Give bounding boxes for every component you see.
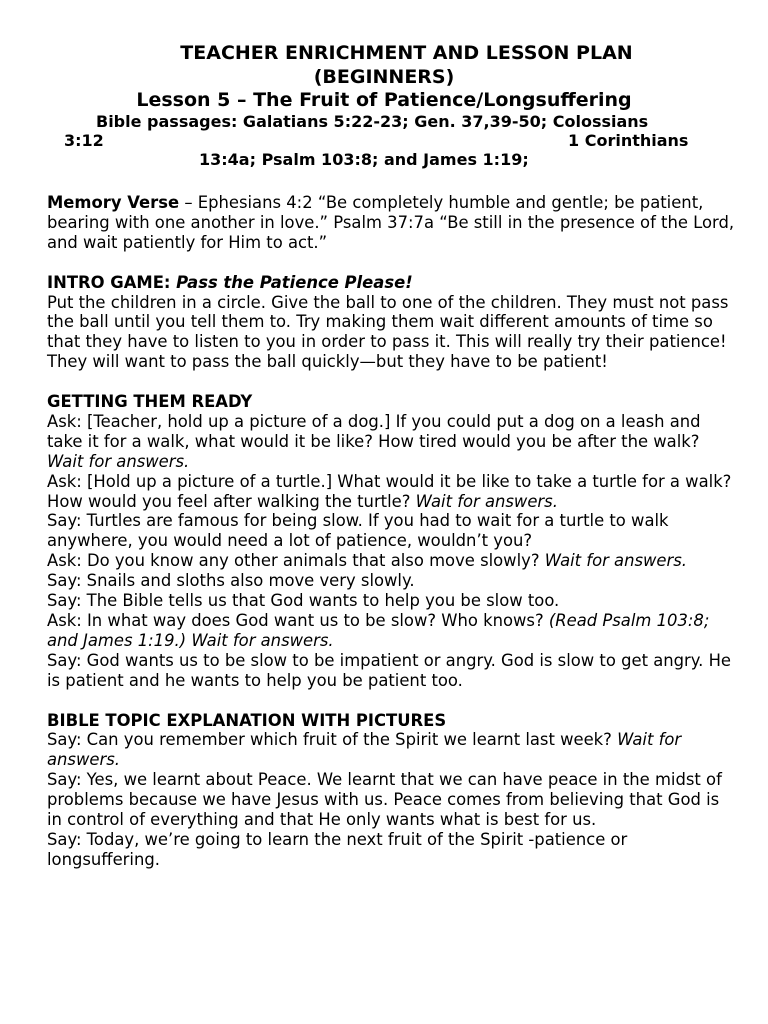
getting-ready-cue: Wait for answers. bbox=[47, 451, 190, 471]
memory-verse-text: Ephesians 4:2 “Be completely humble and gentle; be patient, bearing with one another in love.” Psalm 37:7a “Be still in the presence of the Lord, and wait patiently for Him to act.” bbox=[47, 193, 735, 252]
getting-ready-line: Say: Snails and sloths also move very slowly. bbox=[47, 571, 415, 591]
getting-ready-line bbox=[47, 551, 737, 571]
intro-game-name: Pass the Patience Please! bbox=[176, 272, 413, 292]
passages-line-3: 13:4a; Psalm 103:8; and James 1:19; bbox=[199, 150, 529, 169]
bible-topic-cue: Wait for answers. bbox=[47, 730, 682, 770]
getting-ready-line: Say: God wants us to be slow to be impatient or angry. God is slow to get angry. He is patient and he wants to help you be patient too. bbox=[47, 650, 731, 690]
bible-topic-heading: BIBLE TOPIC EXPLANATION WITH PICTURES bbox=[47, 710, 447, 730]
getting-ready-line bbox=[47, 611, 737, 651]
passages-line-2-end: 1 Corinthians bbox=[568, 131, 689, 150]
getting-ready-line bbox=[47, 412, 737, 472]
getting-ready-line: Say: Turtles are famous for being slow. If you had to wait for a turtle to walk anywhere, you would need a lot of patience, wouldn’t you? bbox=[47, 511, 669, 551]
getting-ready-text: Ask: [Hold up a picture of a turtle.] What would it be like to take a turtle for a walk? How would you feel after walking the turtle? bbox=[47, 471, 732, 511]
getting-ready-line bbox=[47, 472, 737, 512]
lesson-title: Lesson 5 – The Fruit of Patience/Longsuffering bbox=[136, 89, 632, 111]
getting-ready-heading: GETTING THEM READY bbox=[47, 392, 253, 412]
getting-ready-text: Ask: [Teacher, hold up a picture of a dog.] If you could put a dog on a leash and take it for a walk, what would it be like? How tired would you be after the walk? bbox=[47, 411, 701, 451]
intro-game-text: Put the children in a circle. Give the ball to one of the children. They must not pass the ball until you tell them to. Try making them wait different amounts of time so that they have to listen to you in order to pass it. This will really try their patience! They will want to pass the ball quickly—but they have to be patient! bbox=[47, 292, 729, 372]
intro-game-heading bbox=[47, 273, 737, 293]
memory-verse-paragraph bbox=[47, 193, 737, 253]
getting-ready-cue: Wait for answers. bbox=[544, 551, 688, 571]
getting-ready-cue: Wait for answers. bbox=[415, 491, 558, 511]
passages-line-2-start: 3:12 bbox=[64, 131, 104, 150]
bible-passages bbox=[64, 112, 724, 169]
document-title: TEACHER ENRICHMENT AND LESSON PLAN bbox=[180, 42, 633, 64]
passages-line-1: Bible passages: Galatians 5:22-23; Gen. 37,39-50; Colossians bbox=[96, 112, 649, 131]
intro-game-label: INTRO GAME: bbox=[47, 272, 177, 292]
memory-verse-dash: – bbox=[179, 193, 198, 212]
bible-topic-line bbox=[47, 730, 737, 770]
bible-topic-line: Say: Yes, we learnt about Peace. We learnt that we can have peace in the midst of problems because we have Jesus with us. Peace comes from believing that God is in control of everything and that He only wants what is best for us. bbox=[47, 770, 722, 830]
getting-ready-text: Ask: Do you know any other animals that also move slowly? bbox=[47, 551, 545, 571]
document-subtitle: (BEGINNERS) bbox=[313, 66, 455, 88]
bible-topic-line: Say: Today, we’re going to learn the next fruit of the Spirit -patience or longsuffering. bbox=[47, 829, 628, 869]
lesson-body bbox=[47, 193, 737, 870]
getting-ready-cue: (Read Psalm 103:8; and James 1:19.) Wait for answers. bbox=[47, 611, 710, 650]
getting-ready-line: Say: The Bible tells us that God wants to help you be slow too. bbox=[47, 591, 560, 611]
bible-topic-text: Say: Can you remember which fruit of the Spirit we learnt last week? bbox=[47, 730, 618, 750]
memory-verse-label: Memory Verse bbox=[47, 193, 180, 212]
getting-ready-text: Ask: In what way does God want us to be slow? Who knows? bbox=[47, 611, 549, 630]
